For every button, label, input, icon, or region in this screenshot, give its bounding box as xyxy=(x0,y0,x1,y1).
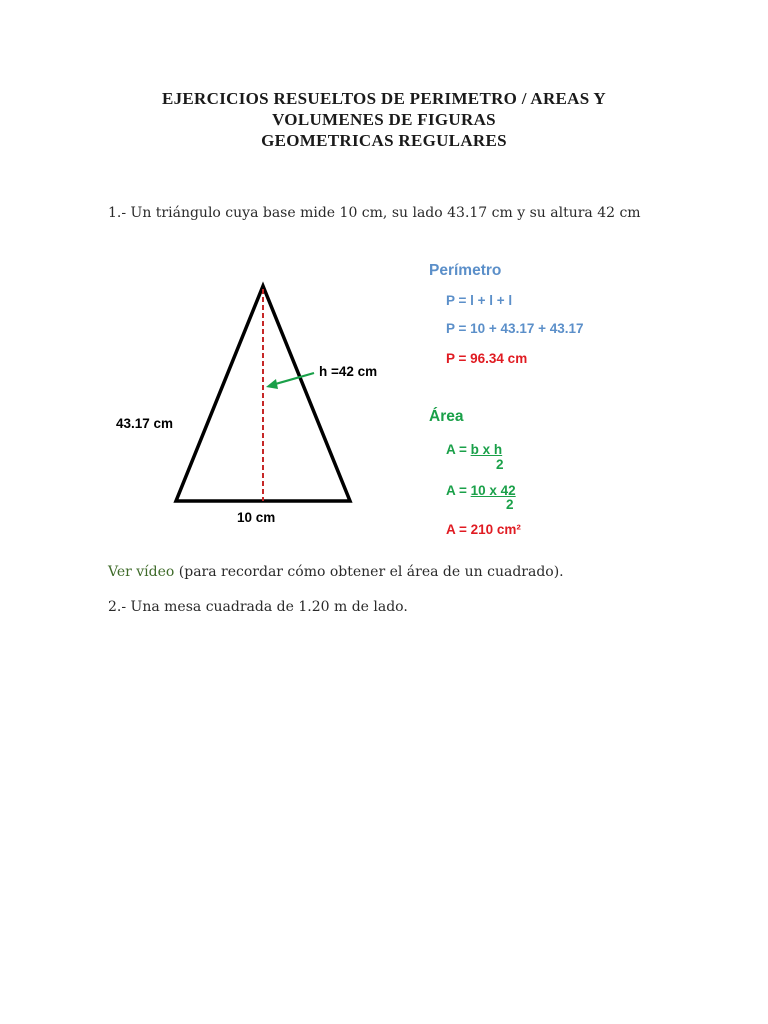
exercise-2-text: 2.- Una mesa cuadrada de 1.20 m de lado. xyxy=(108,599,408,615)
area-formula-denominator: 2 xyxy=(496,457,504,472)
video-link[interactable]: Ver vídeo xyxy=(108,564,175,580)
area-substitution-prefix: A = xyxy=(446,483,471,498)
area-formula-prefix: A = xyxy=(446,442,471,457)
area-title: Área xyxy=(429,408,464,425)
green-arrow-icon xyxy=(266,373,314,389)
perimeter-title: Perímetro xyxy=(429,262,502,279)
area-formula-numerator: b x h xyxy=(470,442,503,457)
video-line xyxy=(108,561,668,583)
area-result: A = 210 cm² xyxy=(446,522,521,537)
perimeter-result: P = 96.34 cm xyxy=(446,351,528,366)
title-line-3: GEOMETRICAS REGULARES xyxy=(261,131,507,150)
height-label: h =42 cm xyxy=(319,364,378,379)
area-formula xyxy=(446,442,502,457)
title-line-1: EJERCICIOS RESUELTOS DE PERIMETRO / AREAS Y xyxy=(161,89,606,108)
perimeter-formula: P = l + l + l xyxy=(446,293,513,308)
side-label: 43.17 cm xyxy=(116,416,174,431)
exercise-1-text: 1.- Un triángulo cuya base mide 10 cm, su lado 43.17 cm y su altura 42 cm xyxy=(108,205,641,221)
video-line-rest: (para recordar cómo obtener el área de un cuadrado). xyxy=(174,564,564,580)
area-substitution xyxy=(446,483,516,498)
base-label: 10 cm xyxy=(237,510,276,525)
title-line-2: VOLUMENES DE FIGURAS xyxy=(272,110,496,129)
area-substitution-numerator: 10 x 42 xyxy=(470,483,516,498)
area-substitution-denominator: 2 xyxy=(506,497,514,512)
perimeter-substitution: P = 10 + 43.17 + 43.17 xyxy=(446,321,584,336)
triangle-figure xyxy=(108,262,428,532)
triangle-diagram xyxy=(108,262,428,532)
document-title xyxy=(0,88,768,151)
